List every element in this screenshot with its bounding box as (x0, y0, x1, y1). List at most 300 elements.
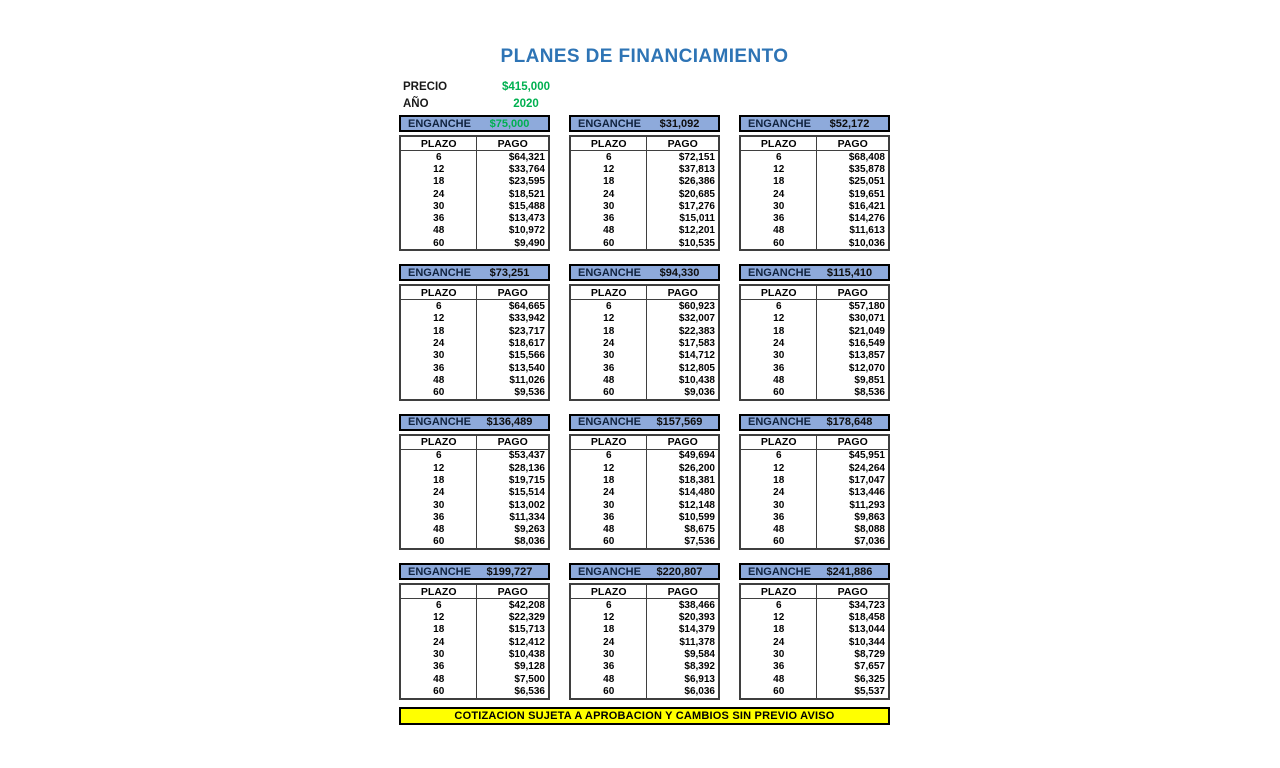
table-row (401, 313, 548, 325)
enganche-header (399, 414, 550, 431)
plazo-cell: 12 (401, 163, 477, 175)
table-row (741, 313, 888, 325)
plazo-cell: 36 (401, 362, 477, 374)
enganche-value: $220,807 (656, 565, 703, 578)
table-row (401, 325, 548, 337)
pago-cell: $14,379 (678, 624, 715, 636)
pago-cell: $10,036 (848, 237, 885, 249)
enganche-value: $241,886 (826, 565, 873, 578)
plazo-header: PLAZO (401, 585, 477, 598)
plan-table (399, 284, 550, 400)
pago-cell: $11,293 (849, 499, 885, 511)
pago-cell: $18,458 (848, 612, 885, 624)
plazo-cell: 12 (741, 462, 817, 474)
table-row (741, 673, 888, 685)
plan-table-body (741, 151, 888, 249)
plan-table (569, 434, 720, 550)
plazo-cell: 36 (741, 212, 817, 224)
table-row (571, 499, 718, 511)
plazo-cell: 48 (571, 673, 647, 685)
table-row (741, 386, 888, 398)
plazo-cell: 24 (741, 636, 817, 648)
table-row (571, 325, 718, 337)
pago-cell: $34,723 (848, 599, 885, 611)
pago-cell: $8,536 (854, 387, 885, 399)
table-row (741, 648, 888, 660)
plazo-cell: 60 (571, 237, 647, 249)
plazo-cell: 60 (571, 386, 647, 398)
table-row (571, 536, 718, 548)
table-row (401, 648, 548, 660)
table-header-row (741, 436, 888, 450)
enganche-header (569, 115, 720, 132)
table-row (401, 462, 548, 474)
table-row (741, 200, 888, 212)
table-row (741, 374, 888, 386)
plazo-cell: 30 (401, 648, 477, 660)
table-row (571, 524, 718, 536)
plazo-cell: 36 (741, 362, 817, 374)
plan-block (399, 563, 550, 699)
table-row (741, 362, 888, 374)
table-row (571, 487, 718, 499)
enganche-value: $75,000 (489, 117, 530, 130)
pago-cell: $24,264 (848, 462, 885, 474)
enganche-label: ENGANCHE (748, 565, 811, 578)
precio-value: $415,000 (502, 81, 550, 94)
table-row (741, 450, 888, 462)
pago-cell: $8,392 (684, 661, 715, 673)
plazo-cell: 60 (741, 237, 817, 249)
enganche-label: ENGANCHE (408, 117, 471, 130)
table-row (401, 212, 548, 224)
pago-cell: $18,381 (678, 474, 715, 486)
table-row (401, 176, 548, 188)
pago-cell: $8,675 (684, 524, 715, 536)
table-row (401, 499, 548, 511)
pago-cell: $10,599 (678, 511, 715, 523)
pago-cell: $14,276 (848, 213, 885, 225)
plan-table-body (571, 151, 718, 249)
table-row (741, 636, 888, 648)
table-row (741, 151, 888, 163)
plazo-cell: 48 (741, 374, 817, 386)
table-header-row (571, 585, 718, 599)
pago-header: PAGO (497, 137, 528, 150)
table-row (401, 673, 548, 685)
plazo-cell: 18 (741, 325, 817, 337)
anio-value: 2020 (513, 97, 539, 110)
enganche-value: $73,251 (489, 266, 530, 279)
pago-cell: $15,011 (679, 213, 715, 225)
plazo-cell: 60 (741, 386, 817, 398)
pago-cell: $20,393 (678, 612, 715, 624)
plazo-cell: 18 (571, 624, 647, 636)
plazo-cell: 12 (401, 313, 477, 325)
table-row (571, 151, 718, 163)
table-header-row (401, 286, 548, 300)
plazo-header: PLAZO (571, 585, 647, 598)
pago-cell: $18,617 (508, 337, 545, 349)
plazo-header: PLAZO (401, 137, 477, 150)
pago-header: PAGO (497, 585, 528, 598)
pago-cell: $32,007 (678, 313, 715, 325)
plan-table (739, 583, 890, 699)
plan-table (739, 135, 890, 251)
pago-cell: $7,657 (854, 661, 885, 673)
plazo-cell: 18 (401, 624, 477, 636)
enganche-value: $199,727 (486, 565, 533, 578)
plan-table (569, 284, 720, 400)
pago-cell: $12,201 (678, 225, 715, 237)
price-info (403, 79, 557, 112)
enganche-header (399, 115, 550, 132)
table-header-row (571, 137, 718, 151)
enganche-value: $157,569 (656, 416, 703, 429)
plazo-cell: 12 (571, 313, 647, 325)
pago-cell: $9,536 (514, 387, 545, 399)
pago-cell: $11,378 (679, 636, 715, 648)
plan-table (399, 135, 550, 251)
pago-cell: $19,651 (848, 188, 885, 200)
pago-cell: $57,180 (848, 301, 885, 313)
pago-cell: $17,276 (678, 200, 715, 212)
pago-cell: $11,613 (849, 225, 885, 237)
pago-cell: $26,200 (678, 462, 715, 474)
enganche-label: ENGANCHE (408, 416, 471, 429)
plazo-cell: 36 (571, 661, 647, 673)
enganche-value: $115,410 (826, 266, 873, 279)
plazo-cell: 6 (401, 151, 477, 163)
table-row (571, 374, 718, 386)
disclaimer-banner: COTIZACION SUJETA A APROBACION Y CAMBIOS SIN PREVIO AVISO (399, 707, 890, 725)
table-header-row (741, 286, 888, 300)
plazo-cell: 60 (401, 536, 477, 548)
table-row (401, 474, 548, 486)
plan-block (399, 414, 550, 550)
pago-cell: $10,344 (848, 636, 885, 648)
pago-cell: $13,857 (848, 350, 885, 362)
pago-cell: $12,805 (678, 362, 715, 374)
table-header-row (571, 286, 718, 300)
pago-cell: $9,263 (514, 524, 545, 536)
table-row (741, 188, 888, 200)
table-row (741, 163, 888, 175)
plazo-cell: 30 (401, 499, 477, 511)
pago-cell: $9,584 (684, 648, 715, 660)
pago-header: PAGO (837, 137, 868, 150)
table-row (571, 661, 718, 673)
plazo-cell: 12 (741, 611, 817, 623)
plazo-cell: 36 (571, 511, 647, 523)
table-row (571, 599, 718, 611)
table-header-row (401, 137, 548, 151)
plazo-cell: 48 (741, 225, 817, 237)
table-row (741, 487, 888, 499)
plazo-cell: 6 (571, 151, 647, 163)
enganche-header (569, 563, 720, 580)
plazo-cell: 60 (741, 536, 817, 548)
table-row (401, 350, 548, 362)
pago-cell: $72,151 (678, 151, 715, 163)
plazo-cell: 48 (571, 374, 647, 386)
pago-header: PAGO (667, 436, 698, 449)
pago-cell: $6,036 (684, 685, 715, 697)
enganche-header (399, 563, 550, 580)
pago-cell: $38,466 (678, 599, 715, 611)
plazo-cell: 24 (401, 337, 477, 349)
pago-header: PAGO (837, 286, 868, 299)
plazo-cell: 30 (571, 648, 647, 660)
table-row (571, 350, 718, 362)
pago-cell: $30,071 (848, 313, 885, 325)
pago-cell: $12,412 (508, 636, 545, 648)
pago-cell: $60,923 (678, 301, 715, 313)
table-row (571, 611, 718, 623)
pago-cell: $9,490 (514, 237, 545, 249)
pago-cell: $15,713 (508, 624, 545, 636)
plazo-cell: 36 (741, 511, 817, 523)
table-row (571, 313, 718, 325)
plazo-cell: 30 (741, 648, 817, 660)
pago-cell: $33,942 (508, 313, 545, 325)
table-header-row (571, 436, 718, 450)
pago-cell: $23,595 (508, 176, 545, 188)
pago-cell: $37,813 (678, 163, 715, 175)
table-row (741, 350, 888, 362)
table-row (741, 325, 888, 337)
pago-cell: $68,408 (848, 151, 885, 163)
plan-block (399, 264, 550, 400)
pago-cell: $22,383 (678, 325, 715, 337)
pago-cell: $5,537 (854, 685, 885, 697)
table-row (401, 487, 548, 499)
pago-header: PAGO (837, 436, 868, 449)
plazo-cell: 6 (741, 151, 817, 163)
plans-grid (399, 115, 890, 700)
plan-block (739, 115, 890, 251)
enganche-header (569, 264, 720, 281)
plan-table-body (401, 599, 548, 697)
plan-table-body (401, 151, 548, 249)
plazo-cell: 24 (571, 487, 647, 499)
table-row (401, 300, 548, 312)
anio-row (403, 96, 557, 113)
plazo-cell: 30 (741, 499, 817, 511)
plazo-cell: 6 (401, 450, 477, 462)
anio-label: AÑO (403, 97, 429, 110)
plazo-cell: 12 (741, 313, 817, 325)
pago-cell: $13,540 (508, 362, 545, 374)
plan-table-body (571, 599, 718, 697)
plan-block (739, 414, 890, 550)
plan-block (569, 563, 720, 699)
table-row (571, 362, 718, 374)
plan-block (569, 264, 720, 400)
plan-table (739, 284, 890, 400)
precio-row (403, 79, 557, 96)
plazo-cell: 18 (571, 474, 647, 486)
plazo-cell: 24 (741, 188, 817, 200)
plan-table-body (401, 300, 548, 398)
plazo-cell: 6 (571, 300, 647, 312)
plazo-cell: 12 (571, 611, 647, 623)
plazo-cell: 48 (741, 673, 817, 685)
plazo-cell: 36 (401, 212, 477, 224)
enganche-label: ENGANCHE (408, 565, 471, 578)
plazo-cell: 24 (571, 188, 647, 200)
plazo-header: PLAZO (401, 436, 477, 449)
table-row (571, 337, 718, 349)
pago-cell: $33,764 (508, 163, 545, 175)
pago-cell: $13,473 (508, 213, 545, 225)
pago-cell: $19,715 (508, 474, 545, 486)
pago-cell: $6,325 (854, 673, 885, 685)
table-row (741, 462, 888, 474)
table-row (571, 225, 718, 237)
plazo-cell: 18 (741, 624, 817, 636)
table-row (571, 511, 718, 523)
table-row (571, 386, 718, 398)
plan-table-body (741, 300, 888, 398)
table-row (571, 176, 718, 188)
plan-block (569, 414, 720, 550)
plazo-cell: 48 (401, 524, 477, 536)
table-row (401, 524, 548, 536)
enganche-header (399, 264, 550, 281)
enganche-label: ENGANCHE (748, 266, 811, 279)
pago-cell: $9,128 (514, 661, 545, 673)
precio-label: PRECIO (403, 81, 448, 94)
table-header-row (401, 585, 548, 599)
pago-cell: $10,438 (508, 648, 545, 660)
pago-cell: $64,665 (508, 301, 545, 313)
table-row (741, 685, 888, 697)
plazo-header: PLAZO (571, 286, 647, 299)
table-row (571, 200, 718, 212)
plazo-header: PLAZO (571, 137, 647, 150)
plazo-cell: 18 (571, 176, 647, 188)
pago-cell: $11,026 (509, 374, 545, 386)
plazo-cell: 6 (741, 450, 817, 462)
pago-cell: $16,421 (848, 200, 885, 212)
pago-cell: $18,521 (508, 188, 545, 200)
table-row (741, 225, 888, 237)
table-row (741, 337, 888, 349)
plazo-cell: 36 (401, 511, 477, 523)
plazo-cell: 24 (401, 487, 477, 499)
plazo-cell: 6 (401, 300, 477, 312)
plazo-cell: 6 (741, 599, 817, 611)
pago-cell: $15,488 (508, 200, 545, 212)
plan-table-body (741, 450, 888, 548)
plazo-cell: 30 (401, 350, 477, 362)
table-row (401, 636, 548, 648)
plazo-cell: 6 (741, 300, 817, 312)
table-row (741, 300, 888, 312)
table-row (571, 685, 718, 697)
plazo-cell: 48 (401, 673, 477, 685)
table-row (571, 474, 718, 486)
pago-cell: $6,536 (514, 685, 545, 697)
plazo-header: PLAZO (741, 585, 817, 598)
pago-cell: $23,717 (508, 325, 545, 337)
plazo-cell: 60 (401, 685, 477, 697)
plazo-cell: 6 (571, 450, 647, 462)
pago-cell: $9,036 (684, 387, 715, 399)
pago-cell: $21,049 (848, 325, 885, 337)
table-row (571, 450, 718, 462)
table-row (741, 599, 888, 611)
pago-cell: $20,685 (678, 188, 715, 200)
table-row (401, 599, 548, 611)
table-row (741, 624, 888, 636)
table-header-row (741, 137, 888, 151)
table-row (401, 450, 548, 462)
plan-table (399, 434, 550, 550)
plazo-header: PLAZO (571, 436, 647, 449)
plazo-cell: 12 (571, 163, 647, 175)
plazo-cell: 30 (741, 200, 817, 212)
enganche-value: $31,092 (659, 117, 700, 130)
enganche-header (739, 563, 890, 580)
pago-cell: $10,972 (508, 225, 545, 237)
enganche-label: ENGANCHE (578, 416, 641, 429)
pago-cell: $53,437 (508, 450, 545, 462)
plazo-cell: 24 (571, 337, 647, 349)
plazo-cell: 12 (741, 163, 817, 175)
plazo-cell: 24 (401, 188, 477, 200)
table-row (741, 536, 888, 548)
plan-table-body (571, 300, 718, 398)
pago-cell: $12,148 (678, 499, 715, 511)
pago-cell: $42,208 (508, 599, 545, 611)
table-row (741, 499, 888, 511)
enganche-header (739, 264, 890, 281)
table-row (571, 212, 718, 224)
table-row (401, 151, 548, 163)
plan-block (399, 115, 550, 251)
pago-cell: $14,480 (678, 487, 715, 499)
plazo-cell: 60 (401, 386, 477, 398)
table-row (571, 188, 718, 200)
plazo-cell: 36 (401, 661, 477, 673)
enganche-value: $52,172 (829, 117, 870, 130)
enganche-label: ENGANCHE (748, 117, 811, 130)
pago-cell: $26,386 (678, 176, 715, 188)
table-row (571, 648, 718, 660)
plazo-header: PLAZO (741, 436, 817, 449)
plazo-cell: 18 (401, 474, 477, 486)
plazo-cell: 24 (401, 636, 477, 648)
plazo-cell: 12 (571, 462, 647, 474)
table-row (571, 163, 718, 175)
plazo-cell: 60 (571, 685, 647, 697)
table-row (401, 624, 548, 636)
plazo-cell: 60 (741, 685, 817, 697)
plazo-cell: 30 (401, 200, 477, 212)
plazo-cell: 6 (571, 599, 647, 611)
plazo-cell: 36 (571, 362, 647, 374)
pago-cell: $13,002 (508, 499, 545, 511)
table-row (401, 337, 548, 349)
table-row (571, 673, 718, 685)
plazo-cell: 18 (571, 325, 647, 337)
table-row (741, 661, 888, 673)
enganche-label: ENGANCHE (748, 416, 811, 429)
plazo-header: PLAZO (741, 137, 817, 150)
table-row (401, 611, 548, 623)
